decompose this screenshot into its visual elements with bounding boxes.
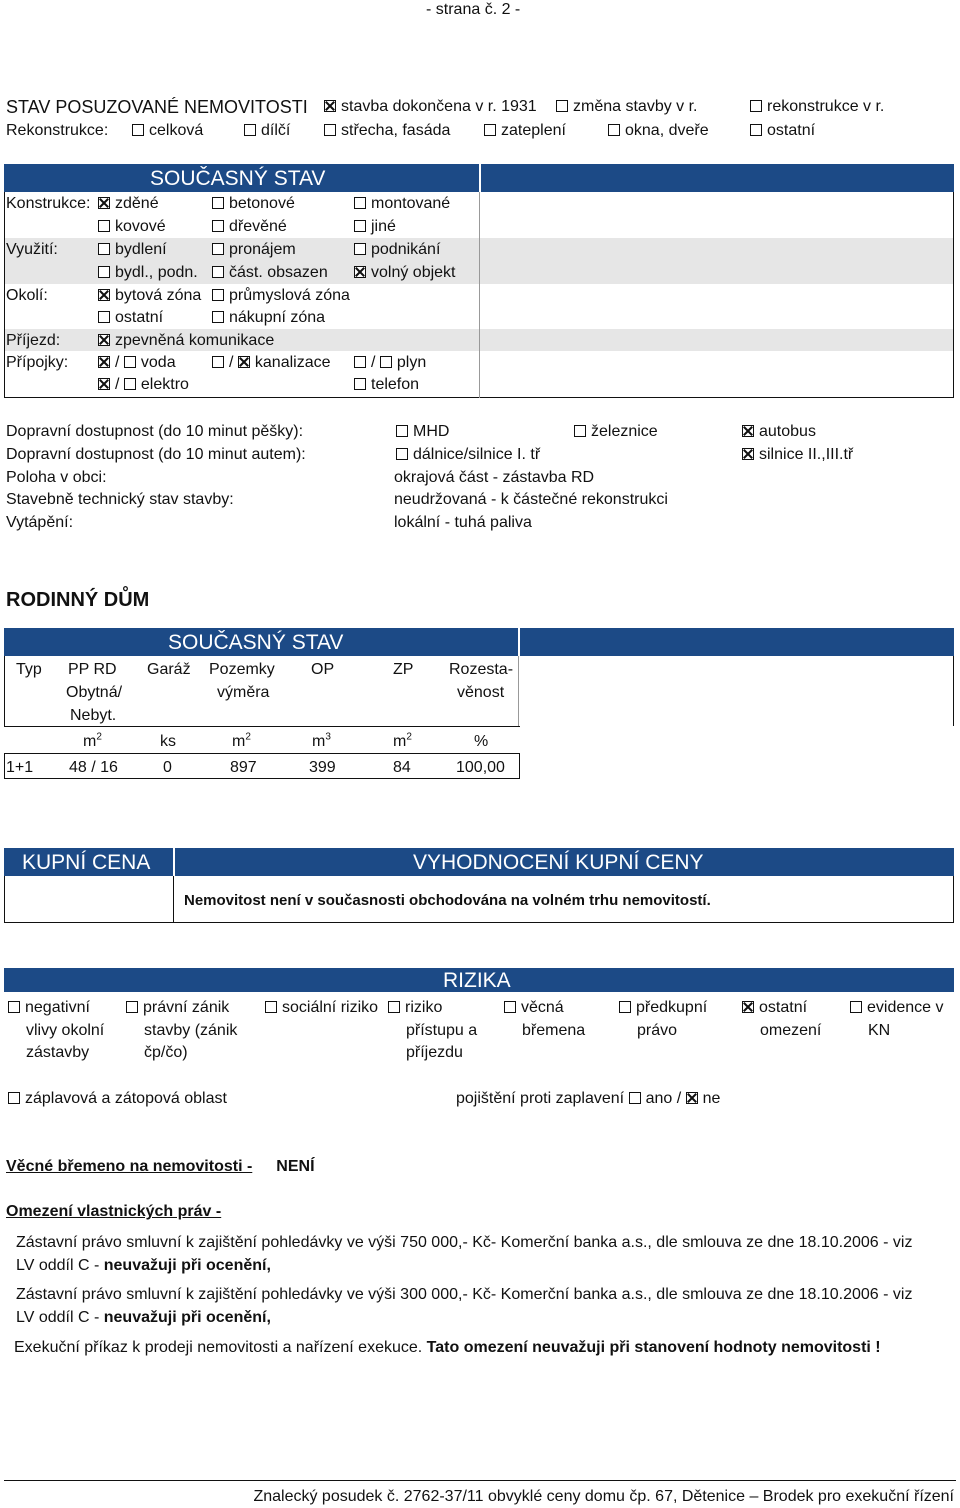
checkbox-icon: [388, 1001, 400, 1013]
footer-text: Znalecký posudek č. 2762-37/11 obvyklé ceny domu čp. 67, Dětenice – Brodek pro exekuční řízení: [253, 1488, 954, 1505]
restriction-line: LV oddíl C - neuvažuji při ocenění,: [16, 1309, 271, 1326]
cell-zp: 84: [393, 759, 411, 776]
flood-zone: záplavová a zátopová oblast: [8, 1089, 227, 1109]
checkbox-icon: [504, 1001, 516, 1013]
col-header-pp: Nebyt.: [70, 707, 117, 724]
unit: $m^2$: [83, 731, 102, 750]
checkbox-icon: [126, 1001, 138, 1013]
restriction-line: Zástavní právo smluvní k zajištění pohledávky ve výši 750 000,- Kč- Komerční banka a.s., dle smlouva ze dne 18.10.2006 - viz: [16, 1234, 913, 1251]
col-header-garaz: Garáž: [147, 661, 191, 678]
checkbox-icon: [124, 378, 136, 390]
condition-value: neudržovaná - k částečné rekonstrukci: [394, 491, 668, 508]
eval-label: VYHODNOCENÍ KUPNÍ CENY: [413, 851, 704, 874]
rec-option: dílčí: [244, 121, 290, 141]
checkbox-icon: [8, 1001, 20, 1013]
bar-divider: [518, 628, 520, 656]
checkbox-icon: [98, 243, 110, 255]
heating-value: lokální - tuhá paliva: [394, 514, 532, 531]
risk-item: KN: [868, 1022, 891, 1039]
checkbox-checked-icon: [98, 356, 110, 368]
checkbox-checked-icon: [98, 197, 110, 209]
col-header-pp: Obytná/: [66, 684, 123, 701]
checkbox-checked-icon: [742, 1001, 754, 1013]
checkbox-icon: [8, 1092, 20, 1104]
risk-item: riziko: [388, 998, 442, 1018]
risks-title: RIZIKA: [443, 969, 511, 992]
cell-op: 399: [309, 759, 336, 776]
checkbox-icon: [619, 1001, 631, 1013]
checkbox-icon: [750, 124, 762, 136]
risk-item: negativní: [8, 998, 90, 1018]
burden: Věcné břemeno na nemovitosti - NENÍ: [6, 1158, 315, 1175]
current-state-title: SOUČASNÝ STAV: [150, 167, 326, 190]
rec-option: ostatní: [750, 121, 815, 141]
risk-item: věcná: [504, 998, 564, 1018]
risk-item: evidence v: [850, 998, 944, 1018]
option: zděné: [98, 194, 159, 214]
risk-item: vlivy okolní: [26, 1022, 105, 1039]
checkbox-icon: [212, 356, 224, 368]
checkbox-icon: [98, 311, 110, 323]
status-reconstruction: rekonstrukce v r.: [750, 97, 884, 117]
area-label: Okolí:: [6, 287, 48, 304]
reconstruction-label: Rekonstrukce:: [6, 122, 109, 139]
risk-item: zástavby: [26, 1044, 90, 1061]
house-title: RODINNÝ DŮM: [6, 589, 150, 611]
option: jiné: [354, 217, 396, 237]
bar-divider: [173, 848, 175, 876]
risk-item: čp/čo): [144, 1044, 188, 1061]
option: nákupní zóna: [212, 308, 325, 328]
col-header-op: OP: [311, 661, 335, 678]
status-completed: stavba dokončena v r. 1931: [324, 97, 537, 117]
restriction-line: LV oddíl C - neuvažuji při ocenění,: [16, 1257, 271, 1274]
risk-item: stavby (zánik: [144, 1022, 238, 1039]
unit: ks: [160, 733, 176, 750]
risk-item: břemena: [522, 1022, 586, 1039]
option: bytová zóna: [98, 286, 201, 306]
status-title: STAV POSUZOVANÉ NEMOVITOSTI: [6, 97, 308, 117]
flood-insurance: pojištění proti zaplavení ano / ne: [456, 1090, 721, 1107]
eval-text: Nemovitost není v současnosti obchodována na volném trhu nemovitostí.: [184, 892, 711, 909]
checkbox-checked-icon: [98, 289, 110, 301]
column-divider: [518, 656, 519, 726]
option: železnice: [574, 422, 658, 442]
col-header-typ: Typ: [16, 661, 42, 678]
checkbox-icon: [396, 448, 408, 460]
use-label: Využití:: [6, 241, 58, 258]
access-label: Příjezd:: [6, 332, 61, 349]
checkbox-icon: [380, 356, 392, 368]
checkbox-checked-icon: [354, 266, 366, 278]
checkbox-icon: [574, 425, 586, 437]
checkbox-icon: [212, 311, 224, 323]
option: dálnice/silnice I. tř: [396, 445, 540, 465]
checkbox-icon: [354, 378, 366, 390]
checkbox-icon: [132, 124, 144, 136]
col-header-pozemky: výměra: [217, 684, 270, 701]
checkbox-icon: [354, 197, 366, 209]
checkbox-checked-icon: [98, 334, 110, 346]
restrictions-label: Omezení vlastnických práv -: [6, 1203, 222, 1220]
risk-item: přístupu a: [406, 1022, 478, 1039]
option: pronájem: [212, 240, 296, 260]
rec-option: okna, dveře: [608, 121, 709, 141]
risk-item: příjezdu: [406, 1044, 463, 1061]
checkbox-icon: [629, 1092, 641, 1104]
walk-label: Dopravní dostupnost (do 10 minut pěšky):: [6, 423, 304, 440]
option: MHD: [396, 422, 449, 442]
cell-rozest: 100,00: [456, 759, 505, 776]
checkbox-checked-icon: [742, 448, 754, 460]
checkbox-icon: [212, 243, 224, 255]
option: volný objekt: [354, 263, 456, 283]
page-number: - strana č. 2 -: [426, 1, 521, 18]
cell-pp: 48 / 16: [69, 759, 118, 776]
unit: $m^2$: [232, 731, 251, 750]
option: část. obsazen: [212, 263, 328, 283]
column-divider: [479, 192, 480, 398]
execution-order: Exekuční příkaz k prodeji nemovitosti a nařízení exekuce. Tato omezení neuvažuji při stanovení hodnoty nemovitosti !: [14, 1339, 881, 1356]
checkbox-icon: [484, 124, 496, 136]
position-label: Poloha v obci:: [6, 469, 107, 486]
cell-garaz: 0: [163, 759, 172, 776]
option: zpevněná komunikace: [98, 331, 274, 351]
risk-item: předkupní: [619, 998, 707, 1018]
col-header-rozest: věnost: [457, 684, 505, 701]
condition-label: Stavebně technický stav stavby:: [6, 491, 234, 508]
option: ostatní: [98, 308, 163, 328]
option: autobus: [742, 422, 816, 442]
risk-item: ostatní: [742, 998, 807, 1018]
checkbox-icon: [98, 220, 110, 232]
heating-label: Vytápění:: [6, 514, 74, 531]
risk-item: sociální riziko: [265, 998, 378, 1018]
checkbox-checked-icon: [686, 1092, 698, 1104]
cell-typ: 1+1: [6, 759, 34, 776]
checkbox-icon: [354, 220, 366, 232]
utility-gas: / plyn: [354, 353, 426, 373]
checkbox-icon: [212, 197, 224, 209]
col-header-pp: PP RD: [68, 661, 117, 678]
utility-sewer: / kanalizace: [212, 353, 331, 373]
column-divider: [173, 876, 174, 923]
risk-item: právní zánik: [126, 998, 229, 1018]
option: bydl., podn.: [98, 263, 198, 283]
checkbox-icon: [124, 356, 136, 368]
checkbox-icon: [556, 100, 568, 112]
checkbox-icon: [265, 1001, 277, 1013]
bar-divider: [479, 164, 481, 192]
checkbox-icon: [354, 356, 366, 368]
checkbox-checked-icon: [742, 425, 754, 437]
checkbox-icon: [98, 266, 110, 278]
restriction-line: Zástavní právo smluvní k zajištění pohledávky ve výši 300 000,- Kč- Komerční banka a.s., dle smlouva ze dne 18.10.2006 - viz: [16, 1286, 913, 1303]
risk-item: omezení: [760, 1022, 822, 1039]
checkbox-icon: [212, 266, 224, 278]
col-header-zp: ZP: [393, 661, 414, 678]
house-bar-title: SOUČASNÝ STAV: [168, 631, 344, 654]
rec-option: celková: [132, 121, 203, 141]
house-bar: [4, 628, 954, 656]
option: montované: [354, 194, 450, 214]
checkbox-icon: [396, 425, 408, 437]
option: silnice II.,III.tř: [742, 445, 853, 465]
unit: %: [474, 733, 489, 750]
status-change: změna stavby v r.: [556, 97, 698, 117]
unit: $m^2$: [393, 731, 412, 750]
checkbox-icon: [212, 289, 224, 301]
utility-phone: telefon: [354, 375, 419, 395]
checkbox-icon: [750, 100, 762, 112]
footer-divider: [4, 1480, 956, 1481]
position-value: okrajová část - zástavba RD: [394, 469, 595, 486]
col-header-rozest: Rozesta-: [449, 661, 514, 678]
checkbox-icon: [608, 124, 620, 136]
option: průmyslová zóna: [212, 286, 350, 306]
col-header-pozemky: Pozemky: [209, 661, 275, 678]
unit: $m^3$: [312, 731, 331, 750]
checkbox-icon: [212, 220, 224, 232]
checkbox-checked-icon: [98, 378, 110, 390]
cell-pozemky: 897: [230, 759, 257, 776]
checkbox-icon: [244, 124, 256, 136]
checkbox-icon: [324, 124, 336, 136]
car-label: Dopravní dostupnost (do 10 minut autem):: [6, 446, 306, 463]
price-label: KUPNÍ CENA: [22, 851, 151, 874]
utilities-label: Přípojky:: [6, 354, 69, 371]
checkbox-icon: [850, 1001, 862, 1013]
utility-electricity: / elektro: [98, 375, 189, 395]
option: podnikání: [354, 240, 440, 260]
checkbox-checked-icon: [324, 100, 336, 112]
rec-option: zateplení: [484, 121, 566, 141]
option: betonové: [212, 194, 295, 214]
divider: [4, 726, 520, 727]
rec-option: střecha, fasáda: [324, 121, 450, 141]
option: kovové: [98, 217, 166, 237]
risk-item: právo: [637, 1022, 678, 1039]
checkbox-checked-icon: [238, 356, 250, 368]
option: bydlení: [98, 240, 167, 260]
construction-label: Konstrukce:: [6, 195, 91, 212]
option: dřevěné: [212, 217, 287, 237]
utility-water: / voda: [98, 353, 176, 373]
checkbox-icon: [354, 243, 366, 255]
